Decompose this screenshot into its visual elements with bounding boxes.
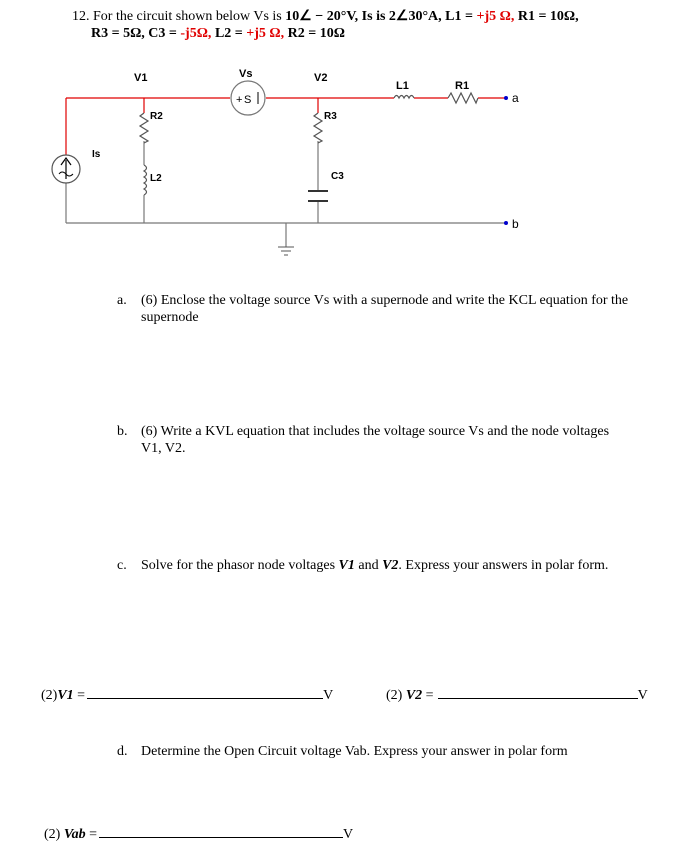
answer-vab-row	[44, 827, 353, 843]
problem-line-1-run-0: 12. For the circuit shown below Vs is	[72, 9, 286, 24]
answer-v1-eq: =	[73, 688, 86, 703]
part-d	[117, 743, 677, 760]
r2-resistor	[140, 113, 148, 143]
part-b	[117, 423, 657, 457]
problem-line-2-run-4: R2 = 10Ω	[284, 26, 345, 41]
answer-vab-unit: V	[343, 827, 354, 842]
part-b-text: (6) Write a KVL equation that includes the voltage source Vs and the node voltages V1, V2.	[141, 424, 610, 456]
l2-inductor	[144, 165, 147, 195]
label-vs: Vs	[239, 68, 253, 80]
answer-v2-unit: V	[637, 688, 648, 703]
circuit-diagram	[0, 55, 700, 275]
label-terminal-b: b	[512, 217, 519, 231]
terminal-a-dot	[504, 96, 508, 100]
label-r3: R3	[324, 111, 337, 122]
problem-line-2-run-2: L2 =	[211, 26, 247, 41]
terminal-b-dot	[504, 221, 508, 225]
answer-v2-eq: =	[422, 688, 434, 703]
label-l2: L2	[150, 173, 162, 184]
problem-line-2-run-3: +j5 Ω,	[246, 26, 285, 41]
answer-v2-var: V2	[405, 688, 423, 703]
label-terminal-a: a	[512, 91, 519, 105]
r1-resistor	[448, 93, 478, 103]
answer-v2-row	[386, 688, 648, 704]
label-v1: V1	[134, 72, 148, 84]
problem-line-2	[72, 25, 692, 42]
vs-s-glyph: S	[244, 94, 252, 106]
vs-source-symbol	[231, 81, 265, 115]
part-a-text: (6) Enclose the voltage source Vs with a supernode and write the KCL equation for the supernode	[141, 293, 629, 325]
c3-capacitor	[308, 191, 328, 201]
label-is: Is	[92, 149, 101, 160]
part-d-text: Determine the Open Circuit voltage Vab. Express your answer in polar form	[141, 744, 568, 759]
label-c3: C3	[331, 171, 344, 182]
answer-vab-eq: =	[85, 827, 98, 842]
problem-line-1-run-2: +j5 Ω,	[476, 9, 515, 24]
answer-vab-blank[interactable]	[99, 836, 343, 838]
l1-inductor	[394, 96, 414, 99]
part-a	[117, 292, 657, 326]
problem-line-1	[72, 8, 692, 25]
problem-line-1-run-1: 10∠ − 20°V, Is is 2∠30°A, L1 =	[285, 9, 477, 24]
problem-line-2-run-0: R3 = 5Ω, C3 =	[91, 26, 181, 41]
part-c-and: and	[354, 558, 383, 573]
answer-v1-points: (2)	[41, 688, 58, 703]
part-d-letter: d.	[117, 744, 128, 759]
answer-v1-var: V1	[57, 688, 74, 703]
answer-v1-blank[interactable]	[87, 697, 323, 699]
answer-v1-unit: V	[323, 688, 334, 703]
vs-plus-sign: +	[236, 94, 243, 106]
part-c-letter: c.	[117, 558, 127, 573]
label-r1: R1	[455, 80, 470, 92]
answer-v1-row	[41, 688, 333, 704]
part-c-text	[117, 557, 641, 574]
answer-v2-blank[interactable]	[438, 697, 638, 699]
part-a-letter: a.	[117, 293, 127, 308]
part-c-post: . Express your answers in polar form.	[398, 558, 609, 573]
ground-symbol	[278, 247, 294, 255]
answer-vab-var: Vab	[63, 827, 86, 842]
answer-vab-points: (2)	[44, 827, 64, 842]
problem-line-2-run-1: -j5Ω,	[180, 26, 212, 41]
is-current-source	[52, 155, 80, 183]
part-c	[117, 557, 657, 574]
label-v2: V2	[314, 72, 328, 84]
part-c-pre: Solve for the phasor node voltages	[141, 558, 339, 573]
problem-statement	[72, 8, 692, 42]
answer-v2-points: (2)	[386, 688, 406, 703]
label-r2: R2	[150, 111, 163, 122]
part-b-letter: b.	[117, 424, 128, 439]
part-c-v1: V1	[338, 558, 355, 573]
label-l1: L1	[396, 80, 409, 92]
r3-resistor	[314, 113, 322, 143]
part-c-v2: V2	[382, 558, 399, 573]
problem-line-1-run-3: R1 = 10Ω,	[514, 9, 579, 24]
